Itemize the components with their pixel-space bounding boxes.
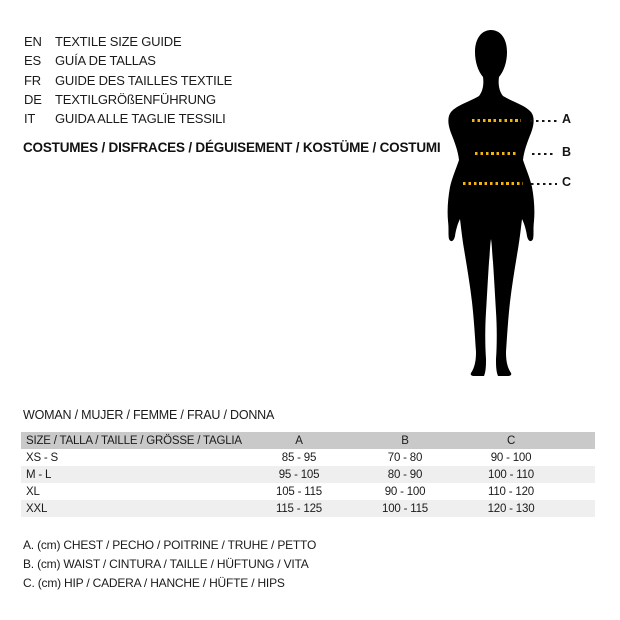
size-table <box>21 432 595 517</box>
filler-cell <box>564 466 595 483</box>
section-title-woman: WOMAN / MUJER / FEMME / FRAU / DONNA <box>23 408 275 422</box>
size-cell: XL <box>26 485 40 498</box>
size-table-body <box>21 449 595 517</box>
measurement-cell: 90 - 100 <box>384 485 426 498</box>
size-cell: M - L <box>26 468 52 481</box>
language-list <box>24 32 232 128</box>
chest-measure-line <box>472 119 521 122</box>
chest-leader-line <box>530 120 557 122</box>
table-row <box>21 466 595 483</box>
size-measurement-figure <box>436 27 620 379</box>
table-row <box>21 449 595 466</box>
waist-measure-line <box>475 152 517 155</box>
footnote-hip: C. (cm) HIP / CADERA / HANCHE / HÜFTE / HIPS <box>23 576 285 591</box>
language-label: GUIDE DES TAILLES TEXTILE <box>55 72 233 88</box>
language-label: TEXTILE SIZE GUIDE <box>55 34 182 50</box>
filler-cell <box>564 483 595 500</box>
measurement-cell: 115 - 125 <box>276 502 322 515</box>
column-header-b: B <box>401 434 409 447</box>
size-cell: XXL <box>26 502 48 515</box>
language-label: GUIDA ALLE TAGLIE TESSILI <box>55 111 226 127</box>
hip-measure-line <box>463 182 523 185</box>
hip-leader-line <box>531 183 557 185</box>
measurement-footnotes <box>23 535 316 593</box>
language-code: DE <box>24 92 42 108</box>
language-row <box>24 109 232 128</box>
language-code: EN <box>24 34 42 50</box>
language-label: GUÍA DE TALLAS <box>55 53 156 69</box>
language-row <box>24 71 232 90</box>
column-header-c: C <box>506 434 516 447</box>
woman-silhouette-icon <box>436 27 556 379</box>
measurement-cell: 110 - 120 <box>488 485 534 498</box>
category-title: COSTUMES / DISFRACES / DÉGUISEMENT / KOSTÜME / COSTUMI <box>23 140 441 155</box>
measurement-cell: 80 - 90 <box>387 468 423 481</box>
language-row <box>24 32 232 51</box>
table-row <box>21 483 595 500</box>
table-row <box>21 500 595 517</box>
measure-label-c: C <box>562 175 571 189</box>
measurement-cell: 120 - 130 <box>487 502 535 515</box>
measurement-cell: 70 - 80 <box>387 451 423 464</box>
measurement-cell: 95 - 105 <box>278 468 320 481</box>
measurement-cell: 85 - 95 <box>281 451 317 464</box>
language-label: TEXTILGRÖßENFÜHRUNG <box>55 92 216 108</box>
measure-label-a: A <box>562 112 571 126</box>
language-code: IT <box>24 111 36 127</box>
waist-leader-line <box>532 153 556 155</box>
language-row <box>24 90 232 109</box>
language-code: FR <box>24 72 41 88</box>
footnote-waist: B. (cm) WAIST / CINTURA / TAILLE / HÜFTUNG / VITA <box>23 556 309 571</box>
filler-cell <box>564 449 595 466</box>
footnote-chest: A. (cm) CHEST / PECHO / POITRINE / TRUHE / PETTO <box>23 537 317 552</box>
filler-cell <box>564 500 595 517</box>
measurement-cell: 100 - 110 <box>488 468 534 481</box>
language-row <box>24 51 232 70</box>
measure-label-b: B <box>562 145 571 159</box>
column-header-filler <box>564 432 595 449</box>
measurement-cell: 100 - 115 <box>382 502 428 515</box>
measurement-cell: 105 - 115 <box>276 485 322 498</box>
size-cell: XS - S <box>26 451 59 464</box>
size-column-header: SIZE / TALLA / TAILLE / GRÖSSE / TAGLIA <box>26 434 242 447</box>
column-header-a: A <box>295 434 303 447</box>
language-code: ES <box>24 53 41 69</box>
measurement-cell: 90 - 100 <box>490 451 532 464</box>
table-header-row <box>21 432 595 449</box>
